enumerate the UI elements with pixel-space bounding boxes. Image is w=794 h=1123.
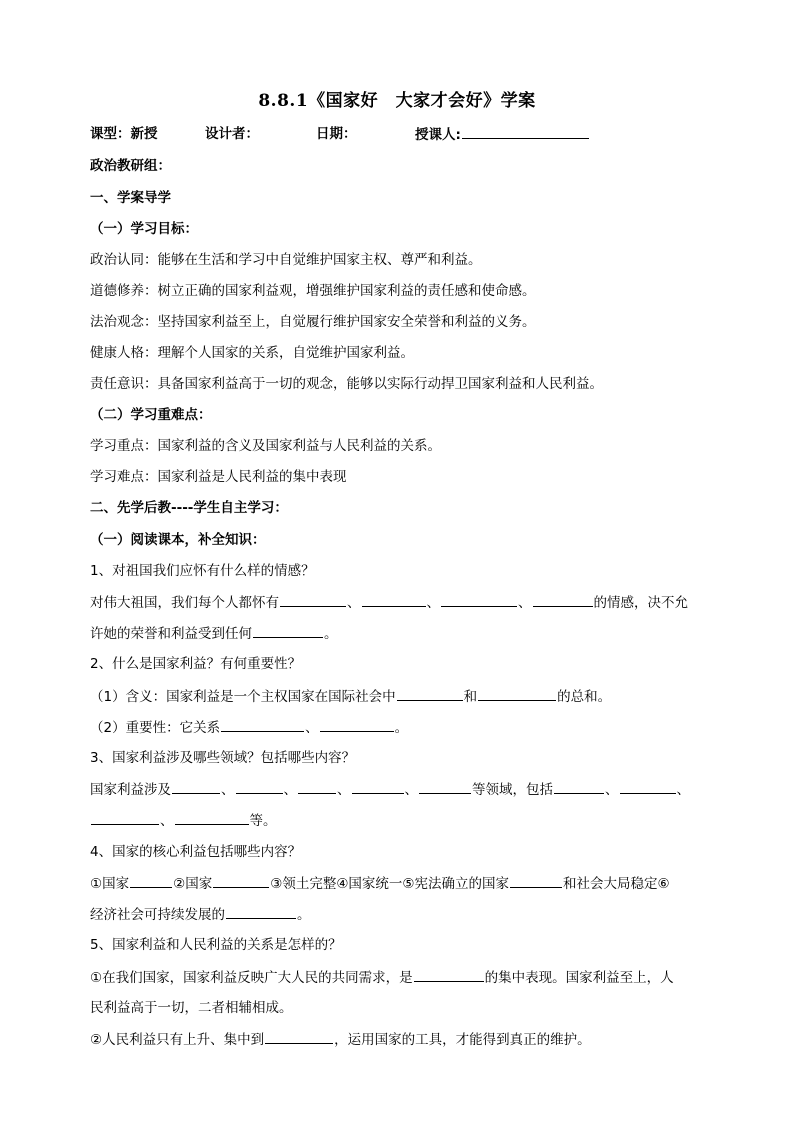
- fill-blank[interactable]: [414, 967, 484, 982]
- q4-text: ②国家: [173, 876, 213, 892]
- q4-text: ③领土完整④国家统一⑤宪法确立的国家: [270, 876, 510, 892]
- goals-heading: （一）学习目标：: [90, 221, 198, 237]
- sep: 。: [394, 720, 409, 736]
- q3-text: 国家利益涉及: [90, 782, 171, 798]
- q4-text: ①国家: [90, 876, 130, 892]
- fill-blank[interactable]: [130, 873, 172, 888]
- sep: 、: [305, 720, 319, 736]
- question-5-title: 5、国家利益和人民利益的关系是怎样的？: [90, 937, 342, 953]
- question-5-line-3: [90, 1029, 714, 1050]
- q2-text: 和: [463, 689, 478, 705]
- q2-text: （1）含义：国家利益是一个主权国家在国际社会中: [90, 689, 396, 705]
- sep: 、: [347, 595, 361, 611]
- question-1-title: 1、对祖国我们应怀有什么样的情感？: [90, 563, 315, 579]
- goal-item: 责任意识：具备国家利益高于一切的观念，能够以实际行动捍卫国家利益和人民利益。: [90, 376, 603, 392]
- designer-label: 设计者：: [205, 126, 259, 142]
- q2-text: 的总和。: [557, 689, 612, 705]
- sep: 。: [324, 626, 338, 642]
- question-5-line-2: 民利益高于一切，二者相辅相成。: [90, 1000, 293, 1016]
- group-label: 政治教研组：: [90, 158, 171, 174]
- question-4-title: 4、国家的核心利益包括哪些内容？: [90, 844, 302, 860]
- question-3-line-2: [90, 810, 714, 831]
- fill-blank[interactable]: [226, 904, 296, 919]
- question-3-title: 3、国家利益涉及哪些领域？包括哪些内容？: [90, 750, 356, 766]
- sep: 、: [337, 782, 351, 798]
- fill-blank[interactable]: [554, 779, 604, 794]
- q3-text: 等。: [249, 813, 277, 829]
- fill-blank[interactable]: [441, 592, 517, 607]
- date-label: 日期：: [316, 126, 357, 142]
- question-5-line-1: [90, 967, 714, 988]
- question-1-line-2: [90, 623, 714, 644]
- q2-text: （2）重要性：它关系: [90, 720, 221, 736]
- fill-blank[interactable]: [478, 686, 556, 701]
- q1-text: 对伟大祖国，我们每个人都怀有: [90, 595, 279, 611]
- question-4-line-1: [90, 873, 714, 894]
- question-2-line-1: [90, 686, 714, 707]
- fill-blank[interactable]: [265, 1029, 333, 1044]
- sep: 、: [283, 782, 297, 798]
- q1-text: 的情感，决不允: [593, 595, 688, 611]
- question-2-title: 2、什么是国家利益？有何重要性？: [90, 656, 302, 672]
- q3-text: 等领域，包括: [472, 782, 553, 798]
- q5-text: ②人民利益只有上升、集中到: [90, 1032, 265, 1048]
- goal-item: 法治观念：坚持国家利益至上，自觉履行维护国家安全荣誉和利益的义务。: [90, 314, 536, 330]
- fill-blank[interactable]: [172, 779, 220, 794]
- fill-blank[interactable]: [533, 592, 593, 607]
- read-heading: （一）阅读课本，补全知识：: [90, 532, 266, 548]
- key-heading: （二）学习重难点：: [90, 407, 212, 423]
- teacher-text: 授课人:: [415, 127, 461, 143]
- fill-blank[interactable]: [298, 779, 336, 794]
- fill-blank[interactable]: [280, 592, 346, 607]
- q1-text: 许她的荣誉和利益受到任何: [90, 626, 252, 642]
- fill-blank[interactable]: [253, 623, 323, 638]
- difficult-point: 学习难点：国家利益是人民利益的集中表现: [90, 469, 347, 485]
- sep: 、: [676, 782, 690, 798]
- question-1-line-1: [90, 592, 714, 613]
- q5-text: 的集中表现。国家利益至上，人: [484, 970, 674, 986]
- q5-text: ①在我们国家，国家利益反映广大人民的共同需求，是: [90, 970, 413, 986]
- fill-blank[interactable]: [213, 873, 269, 888]
- meta-row: [90, 124, 714, 144]
- fill-blank[interactable]: [510, 873, 562, 888]
- fill-blank[interactable]: [620, 779, 676, 794]
- course-type: 课型：新授: [90, 126, 158, 142]
- question-3-line-1: [90, 779, 714, 800]
- question-4-line-2: [90, 904, 714, 925]
- q5-text: ，运用国家的工具，才能得到真正的维护。: [334, 1032, 591, 1048]
- sep: 、: [426, 595, 440, 611]
- goal-item: 道德修养：树立正确的国家利益观，增强维护国家利益的责任感和使命感。: [90, 283, 536, 299]
- fill-blank[interactable]: [221, 717, 304, 732]
- q4-text: 和社会大局稳定⑥: [563, 876, 670, 892]
- fill-blank[interactable]: [352, 779, 404, 794]
- teacher-label: [415, 124, 590, 145]
- sep: 、: [160, 813, 174, 829]
- fill-blank[interactable]: [236, 779, 283, 794]
- teacher-blank[interactable]: [462, 124, 589, 139]
- page-title: 8.8.1《国家好 大家才会好》学案: [258, 91, 536, 111]
- key-point: 学习重点：国家利益的含义及国家利益与人民利益的关系。: [90, 438, 441, 454]
- fill-blank[interactable]: [91, 810, 159, 825]
- fill-blank[interactable]: [397, 686, 463, 701]
- sep: 、: [404, 782, 418, 798]
- section-heading-2: 二、先学后教----学生自主学习：: [90, 500, 288, 516]
- sep: 。: [297, 907, 311, 923]
- goal-item: 政治认同：能够在生活和学习中自觉维护国家主权、尊严和利益。: [90, 252, 482, 268]
- sep: 、: [221, 782, 235, 798]
- fill-blank[interactable]: [362, 592, 426, 607]
- sep: 、: [605, 782, 619, 798]
- fill-blank[interactable]: [175, 810, 249, 825]
- q4-text: 经济社会可持续发展的: [90, 907, 225, 923]
- sep: 、: [518, 595, 532, 611]
- fill-blank[interactable]: [320, 717, 394, 732]
- goal-item: 健康人格：理解个人国家的关系，自觉维护国家利益。: [90, 345, 414, 361]
- section-heading-1: 一、学案导学: [90, 190, 171, 206]
- question-2-line-2: [90, 717, 714, 738]
- fill-blank[interactable]: [419, 779, 471, 794]
